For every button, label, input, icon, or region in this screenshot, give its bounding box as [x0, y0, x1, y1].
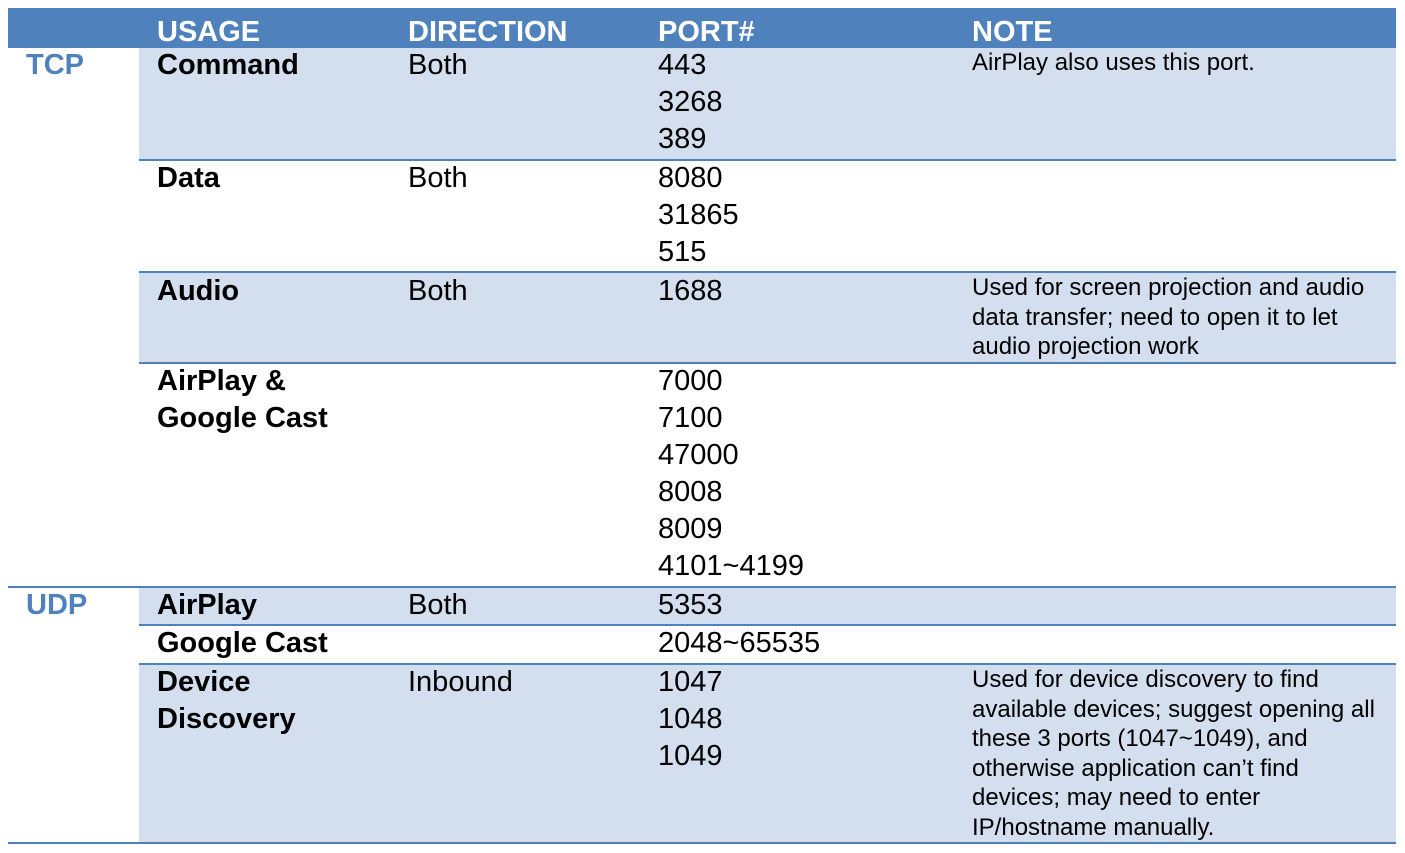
cell-ports: 7000 7100 47000 8008 8009 4101~4199 — [658, 365, 804, 582]
cell-usage: Command — [157, 49, 299, 81]
header-direction: DIRECTION — [408, 16, 568, 48]
cell-direction: Both — [408, 589, 468, 621]
cell-ports: 443 3268 389 — [658, 49, 723, 155]
cell-ports: 1047 1048 1049 — [658, 666, 723, 772]
cell-note: Used for device discovery to find available devices; suggest opening all these 3 ports (1047~1049), and otherwise application can’t find devices; may need to enter IP/hostname manually. — [972, 666, 1375, 841]
cell-direction: Both — [408, 49, 468, 81]
cell-direction: Both — [408, 275, 468, 307]
table-bottom-rule — [8, 842, 1396, 844]
cell-ports: 1688 — [658, 275, 723, 307]
cell-ports: 8080 31865 515 — [658, 162, 739, 268]
protocol-udp: UDP — [26, 589, 88, 621]
cell-ports: 5353 — [658, 589, 723, 621]
cell-ports: 2048~65535 — [658, 627, 821, 659]
row-bg-data — [139, 161, 1396, 273]
header-port: PORT# — [658, 16, 755, 48]
cell-usage: Audio — [157, 275, 240, 307]
header-note: NOTE — [972, 16, 1053, 48]
cell-usage: Data — [157, 162, 220, 194]
cell-note: Used for screen projection and audio data transfer; need to open it to let audio projection work — [972, 274, 1365, 361]
header-usage: USAGE — [157, 16, 261, 48]
cell-direction: Both — [408, 162, 468, 194]
row-bg-airplay — [139, 588, 1396, 626]
cell-usage: AirPlay — [157, 589, 257, 621]
cell-direction: Inbound — [408, 666, 513, 698]
cell-note: AirPlay also uses this port. — [972, 49, 1255, 76]
table-header — [8, 8, 1396, 48]
protocol-tcp: TCP — [26, 49, 84, 81]
cell-usage: Device Discovery — [157, 666, 296, 735]
cell-usage: Google Cast — [157, 627, 328, 659]
cell-usage: AirPlay & Google Cast — [157, 365, 328, 434]
